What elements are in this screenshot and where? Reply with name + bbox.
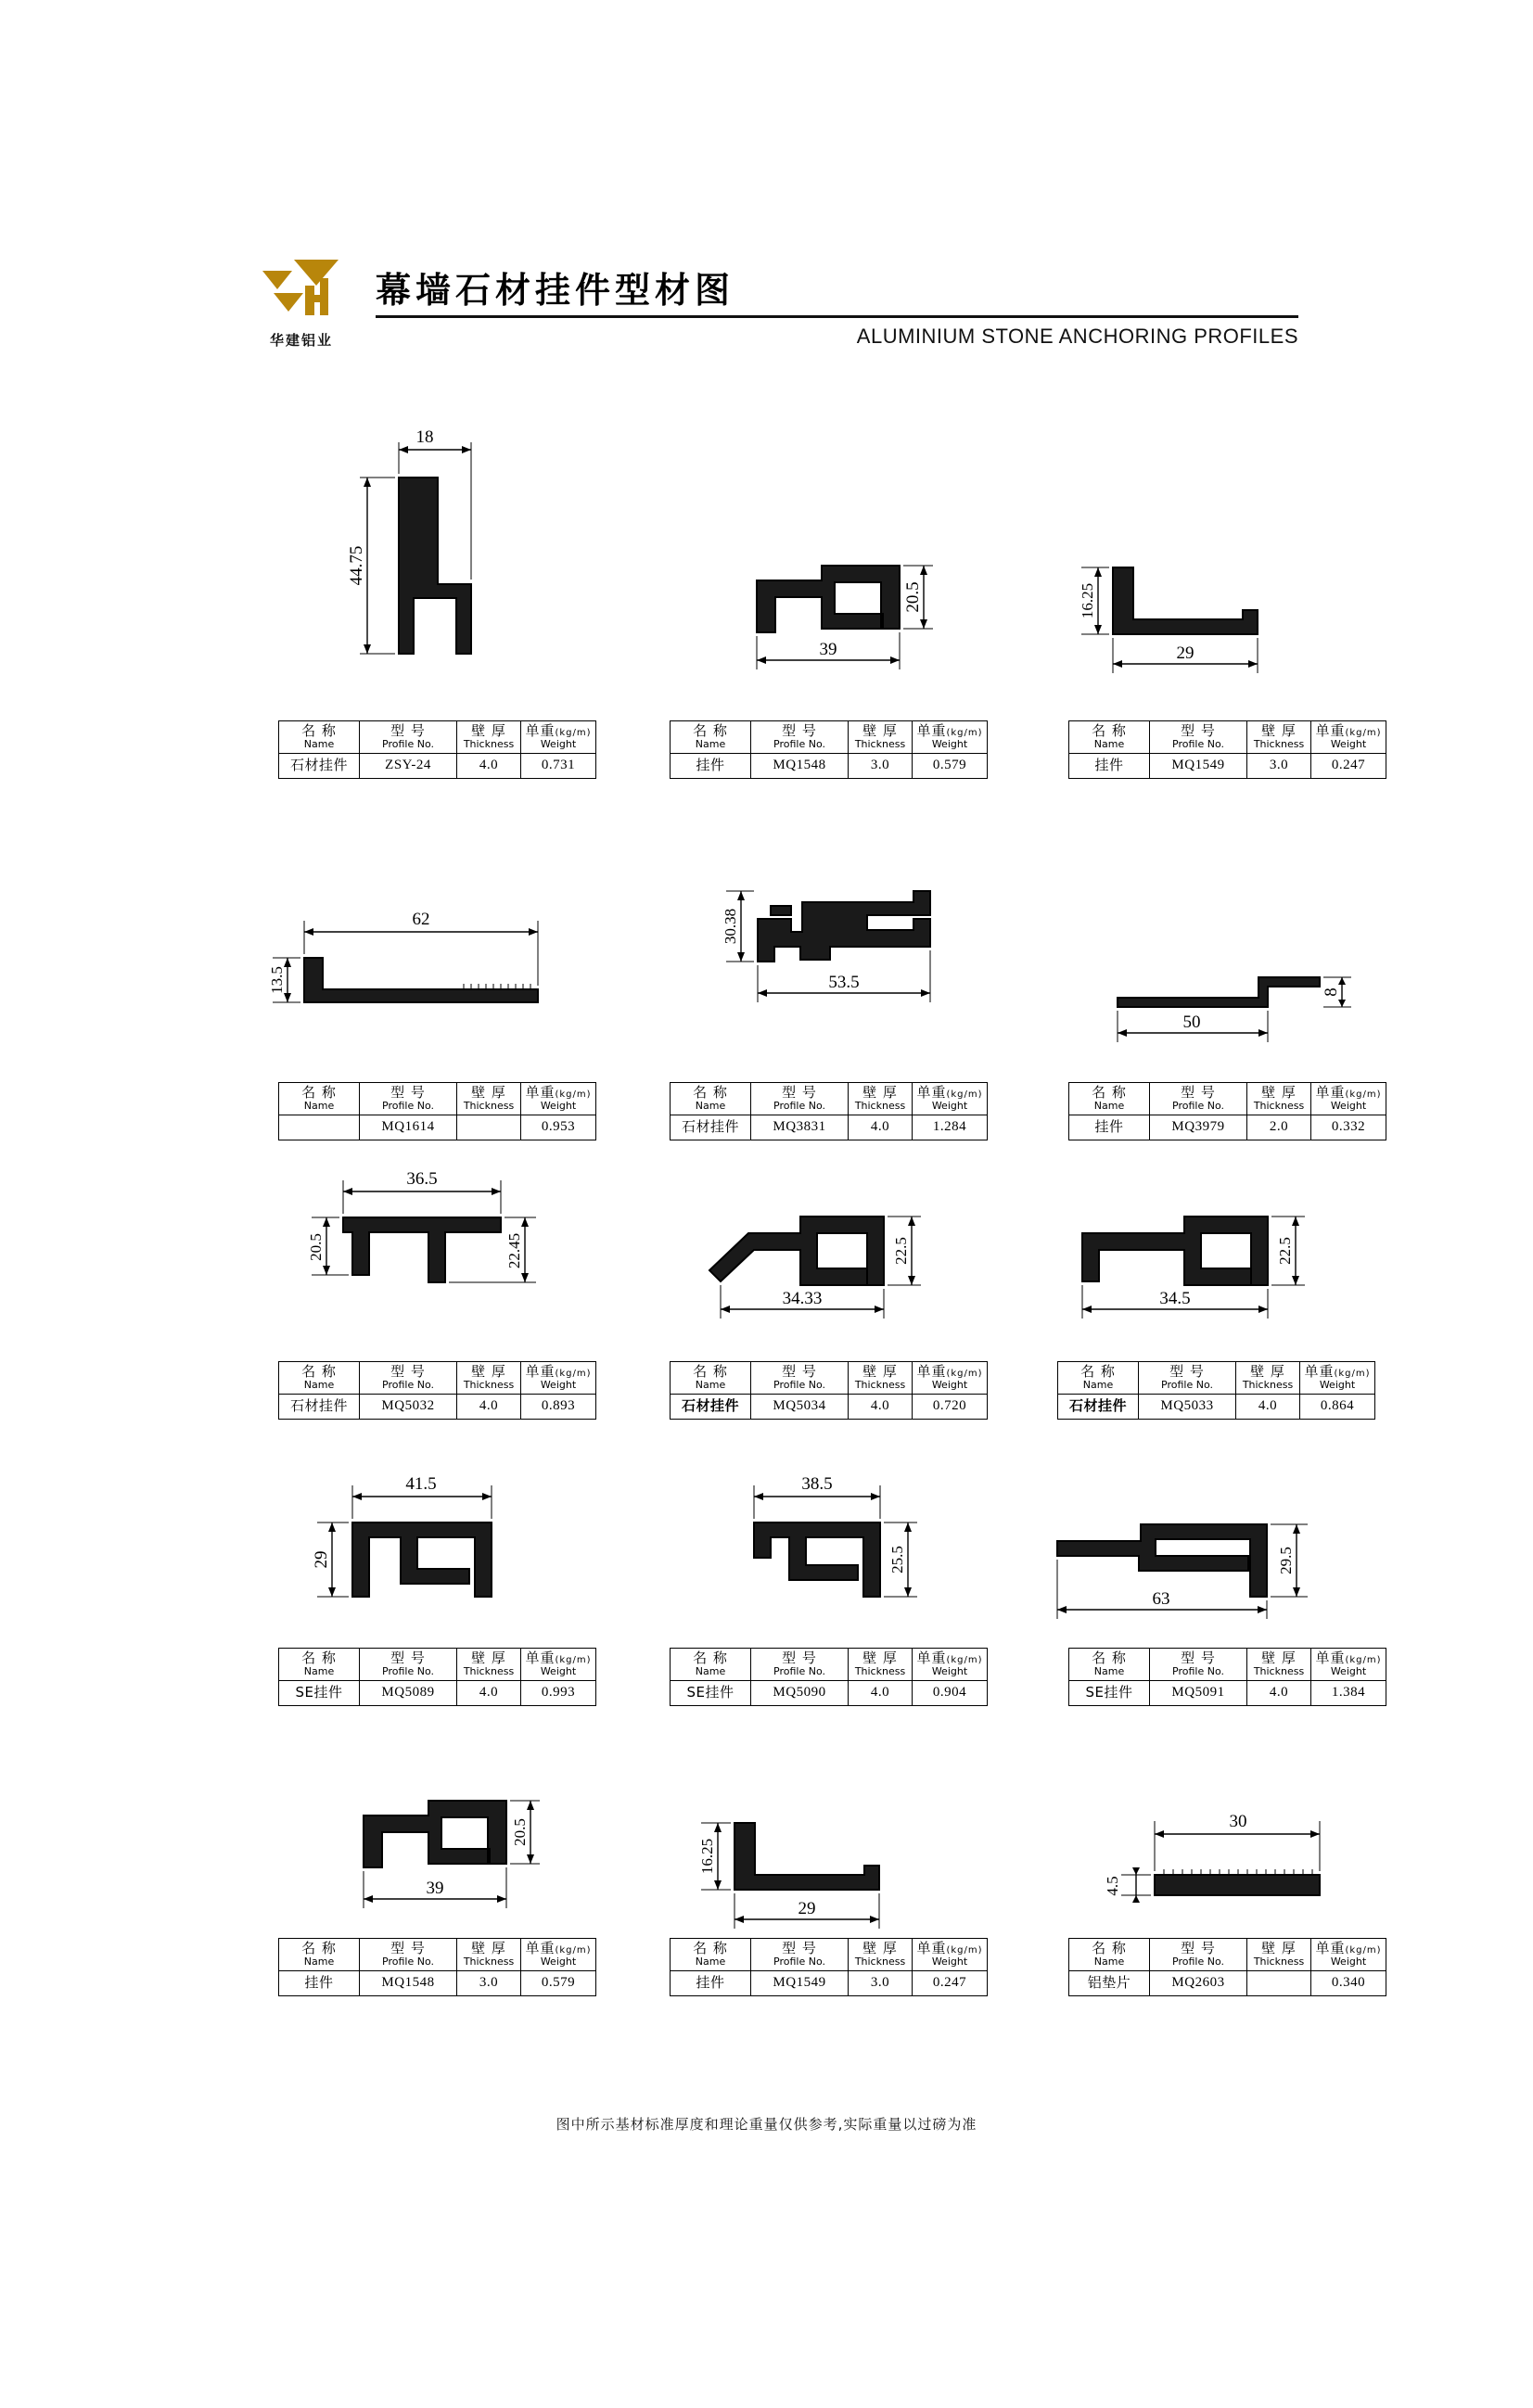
header-weight-unit: (kg/m): [1334, 1369, 1371, 1380]
header-thickness-en: Thickness: [1253, 1100, 1305, 1113]
header-profile-en: Profile No.: [382, 1100, 434, 1113]
header-weight-en: Weight: [931, 1100, 968, 1113]
header-thickness-en: Thickness: [1253, 1665, 1305, 1678]
cell-profile: MQ5034: [751, 1395, 849, 1420]
header-thickness-cn: 壁 厚: [862, 1940, 898, 1957]
cell-thickness: 3.0: [457, 1971, 521, 1996]
header-name-cn: 名 称: [1080, 1363, 1116, 1381]
table-row: [671, 1681, 988, 1706]
header-weight-cn: 单重: [525, 1084, 556, 1102]
cell-profile: MQ5089: [360, 1681, 457, 1706]
header-weight-en: Weight: [1330, 1100, 1367, 1113]
header-thickness-cn: 壁 厚: [862, 722, 898, 740]
cell-thickness: 4.0: [457, 754, 521, 779]
header-name-en: Name: [303, 738, 335, 751]
header-name-en: Name: [1093, 1956, 1125, 1968]
cell-weight: 0.332: [1311, 1115, 1386, 1140]
spec-table-r5c2: [670, 1938, 988, 1996]
header-weight-unit: (kg/m): [1345, 1655, 1382, 1666]
profile-drawing-r4c2: [682, 1465, 969, 1641]
header-weight-cn: 单重: [1315, 1940, 1346, 1957]
svg-text:20.5: 20.5: [511, 1818, 529, 1846]
header-thickness-cn: 壁 厚: [471, 722, 506, 740]
spec-table-r4c1: [278, 1648, 596, 1706]
header-weight-cn: 单重: [525, 722, 556, 740]
header-name-cn: 名 称: [693, 1940, 728, 1957]
spec-table-r3c1: [278, 1361, 596, 1420]
profile-drawing-r4c3: [1029, 1465, 1354, 1641]
header-weight-en: Weight: [931, 738, 968, 751]
header-weight-en: Weight: [540, 1665, 577, 1678]
header-name-en: Name: [303, 1379, 335, 1392]
header-name-en: Name: [1082, 1379, 1114, 1392]
svg-text:4.5: 4.5: [1104, 1876, 1121, 1896]
header-profile-en: Profile No.: [773, 1379, 825, 1392]
cell-weight: 0.993: [521, 1681, 596, 1706]
cell-name: 石材挂件: [279, 754, 360, 779]
svg-text:16.25: 16.25: [1079, 582, 1096, 619]
page-title: 幕墙石材挂件型材图: [376, 270, 735, 311]
table-row: [1069, 754, 1386, 779]
table-row: [1069, 1971, 1386, 1996]
svg-text:29: 29: [798, 1899, 816, 1918]
table-row: [279, 1681, 596, 1706]
profile-drawing-r1c1: [306, 422, 584, 691]
header-weight-en: Weight: [1319, 1379, 1356, 1392]
spec-table-r2c2: [670, 1082, 988, 1140]
page-header: [246, 258, 1298, 378]
header-weight-unit: (kg/m): [1345, 728, 1382, 739]
cell-thickness: 4.0: [849, 1395, 913, 1420]
profile-drawing-r3c1: [269, 1164, 584, 1331]
svg-text:39: 39: [819, 640, 837, 659]
header-thickness-cn: 壁 厚: [1250, 1363, 1285, 1381]
header-thickness-cn: 壁 厚: [1261, 1940, 1297, 1957]
header-name-en: Name: [1093, 1665, 1125, 1678]
cell-weight: 0.904: [913, 1681, 988, 1706]
header-profile-cn: 型 号: [1181, 722, 1216, 740]
header-profile-en: Profile No.: [1172, 738, 1224, 751]
header-name-cn: 名 称: [693, 1650, 728, 1667]
title-divider: [376, 315, 1298, 318]
spec-table-r2c1: [278, 1082, 596, 1140]
profile-drawing-r5c2: [677, 1799, 955, 1947]
cell-name: 挂件: [671, 754, 751, 779]
cell-weight: 0.864: [1300, 1395, 1375, 1420]
header-profile-en: Profile No.: [773, 738, 825, 751]
company-name-label: 华建铝业: [269, 332, 333, 349]
svg-text:62: 62: [412, 910, 430, 929]
svg-text:25.5: 25.5: [888, 1546, 906, 1573]
cell-thickness: [1247, 1971, 1311, 1996]
header-name-en: Name: [695, 738, 726, 751]
header-name-cn: 名 称: [301, 1650, 337, 1667]
profile-drawing-r3c2: [682, 1178, 969, 1335]
cell-name: 石材挂件: [671, 1395, 751, 1420]
header-weight-cn: 单重: [525, 1940, 556, 1957]
cell-thickness: 4.0: [849, 1115, 913, 1140]
table-row: [279, 1115, 596, 1140]
header-thickness-cn: 壁 厚: [862, 1363, 898, 1381]
cell-weight: 0.720: [913, 1395, 988, 1420]
cell-weight: 1.384: [1311, 1681, 1386, 1706]
spec-table-r1c1: [278, 720, 596, 779]
header-weight-unit: (kg/m): [555, 1369, 592, 1380]
header-name-en: Name: [695, 1100, 726, 1113]
svg-text:39: 39: [426, 1879, 444, 1898]
header-thickness-en: Thickness: [1253, 1956, 1305, 1968]
cell-name: 挂件: [1069, 1115, 1150, 1140]
header-name-cn: 名 称: [1092, 722, 1127, 740]
svg-text:53.5: 53.5: [828, 973, 860, 992]
header-name-en: Name: [695, 1956, 726, 1968]
profile-drawing-r2c3: [1090, 946, 1359, 1057]
spec-table-r4c3: [1068, 1648, 1386, 1706]
header-weight-unit: (kg/m): [1345, 1089, 1382, 1101]
cell-thickness: 2.0: [1247, 1115, 1311, 1140]
table-row: [1069, 1115, 1386, 1140]
cell-name: 铝垫片: [1069, 1971, 1150, 1996]
cell-thickness: 4.0: [457, 1681, 521, 1706]
header-weight-cn: 单重: [916, 1363, 947, 1381]
svg-text:29: 29: [312, 1550, 331, 1569]
cell-thickness: 4.0: [1236, 1395, 1300, 1420]
profile-drawing-r1c2: [686, 529, 965, 695]
header-thickness-en: Thickness: [463, 1379, 515, 1392]
header-weight-unit: (kg/m): [946, 728, 983, 739]
header-profile-cn: 型 号: [390, 1084, 426, 1102]
cell-weight: 0.893: [521, 1395, 596, 1420]
svg-text:44.75: 44.75: [347, 545, 366, 586]
cell-thickness: 4.0: [457, 1395, 521, 1420]
cell-name: SE挂件: [671, 1681, 751, 1706]
cell-thickness: 3.0: [1247, 754, 1311, 779]
cell-profile: MQ5090: [751, 1681, 849, 1706]
header-thickness-en: Thickness: [854, 1665, 906, 1678]
header-name-en: Name: [1093, 1100, 1125, 1113]
header-weight-cn: 单重: [916, 722, 947, 740]
svg-text:29: 29: [1176, 643, 1194, 663]
header-name-en: Name: [695, 1379, 726, 1392]
header-thickness-en: Thickness: [463, 1100, 515, 1113]
table-row: [671, 1115, 988, 1140]
table-row: [1058, 1395, 1375, 1420]
header-weight-en: Weight: [931, 1379, 968, 1392]
header-thickness-cn: 壁 厚: [471, 1084, 506, 1102]
header-profile-en: Profile No.: [382, 738, 434, 751]
cell-profile: MQ1549: [751, 1971, 849, 1996]
header-profile-en: Profile No.: [1172, 1665, 1224, 1678]
header-name-cn: 名 称: [1092, 1650, 1127, 1667]
header-thickness-en: Thickness: [463, 738, 515, 751]
cell-profile: MQ5032: [360, 1395, 457, 1420]
header-profile-en: Profile No.: [1161, 1379, 1213, 1392]
spec-table-r3c3: [1057, 1361, 1375, 1420]
svg-text:63: 63: [1152, 1589, 1170, 1609]
cell-weight: 0.579: [913, 754, 988, 779]
header-profile-cn: 型 号: [1181, 1940, 1216, 1957]
cell-name: 石材挂件: [1058, 1395, 1139, 1420]
header-thickness-en: Thickness: [463, 1665, 515, 1678]
svg-text:18: 18: [415, 427, 434, 447]
profile-drawing-r4c1: [269, 1465, 575, 1641]
header-profile-en: Profile No.: [382, 1665, 434, 1678]
header-profile-en: Profile No.: [1172, 1956, 1224, 1968]
header-profile-cn: 型 号: [390, 1940, 426, 1957]
header-weight-cn: 单重: [916, 1650, 947, 1667]
svg-text:16.25: 16.25: [698, 1838, 716, 1875]
svg-text:38.5: 38.5: [801, 1474, 833, 1494]
svg-text:36.5: 36.5: [406, 1169, 438, 1189]
header-name-cn: 名 称: [693, 722, 728, 740]
header-name-cn: 名 称: [1092, 1940, 1127, 1957]
header-profile-cn: 型 号: [782, 1084, 817, 1102]
cell-profile: MQ1549: [1150, 754, 1247, 779]
header-thickness-en: Thickness: [463, 1956, 515, 1968]
header-profile-cn: 型 号: [782, 722, 817, 740]
header-profile-cn: 型 号: [1169, 1363, 1205, 1381]
header-weight-unit: (kg/m): [946, 1089, 983, 1101]
header-profile-en: Profile No.: [773, 1956, 825, 1968]
cell-weight: 0.340: [1311, 1971, 1386, 1996]
header-weight-unit: (kg/m): [555, 1089, 592, 1101]
header-weight-cn: 单重: [525, 1650, 556, 1667]
header-profile-en: Profile No.: [773, 1665, 825, 1678]
cell-thickness: 4.0: [1247, 1681, 1311, 1706]
table-row: [279, 1971, 596, 1996]
cell-name: 挂件: [279, 1971, 360, 1996]
table-row: [671, 754, 988, 779]
svg-text:8: 8: [1322, 987, 1341, 997]
table-row: [671, 1395, 988, 1420]
cell-name: [279, 1115, 360, 1140]
header-weight-unit: (kg/m): [946, 1655, 983, 1666]
header-profile-cn: 型 号: [1181, 1084, 1216, 1102]
header-thickness-cn: 壁 厚: [471, 1363, 506, 1381]
header-thickness-cn: 壁 厚: [471, 1940, 506, 1957]
header-profile-cn: 型 号: [782, 1363, 817, 1381]
spec-table-r5c3: [1068, 1938, 1386, 1996]
svg-text:34.33: 34.33: [782, 1289, 823, 1308]
header-thickness-en: Thickness: [854, 1100, 906, 1113]
header-weight-cn: 单重: [1304, 1363, 1335, 1381]
header-weight-en: Weight: [931, 1665, 968, 1678]
cell-thickness: 3.0: [849, 1971, 913, 1996]
header-thickness-en: Thickness: [854, 1956, 906, 1968]
svg-text:20.5: 20.5: [903, 581, 923, 613]
table-row: [1069, 1681, 1386, 1706]
header-thickness-cn: 壁 厚: [1261, 1650, 1297, 1667]
header-weight-unit: (kg/m): [946, 1369, 983, 1380]
cell-profile: MQ2603: [1150, 1971, 1247, 1996]
header-weight-en: Weight: [1330, 1956, 1367, 1968]
header-thickness-en: Thickness: [854, 1379, 906, 1392]
svg-text:22.45: 22.45: [505, 1232, 523, 1269]
svg-text:29.5: 29.5: [1277, 1547, 1295, 1574]
header-thickness-cn: 壁 厚: [862, 1084, 898, 1102]
cell-thickness: [457, 1115, 521, 1140]
cell-thickness: 3.0: [849, 754, 913, 779]
svg-text:20.5: 20.5: [307, 1233, 325, 1261]
cell-name: SE挂件: [279, 1681, 360, 1706]
header-weight-unit: (kg/m): [555, 1945, 592, 1956]
header-profile-en: Profile No.: [1172, 1100, 1224, 1113]
table-row: [279, 754, 596, 779]
cell-profile: MQ1614: [360, 1115, 457, 1140]
cell-name: 挂件: [1069, 754, 1150, 779]
cell-name: 石材挂件: [279, 1395, 360, 1420]
header-thickness-cn: 壁 厚: [471, 1650, 506, 1667]
table-row: [279, 1395, 596, 1420]
header-weight-cn: 单重: [1315, 722, 1346, 740]
header-thickness-cn: 壁 厚: [1261, 722, 1297, 740]
cell-name: SE挂件: [1069, 1681, 1150, 1706]
header-name-cn: 名 称: [693, 1363, 728, 1381]
cell-profile: MQ1548: [360, 1971, 457, 1996]
header-thickness-en: Thickness: [1242, 1379, 1294, 1392]
header-name-en: Name: [303, 1665, 335, 1678]
profile-drawing-r2c2: [682, 858, 988, 1052]
header-name-cn: 名 称: [301, 1363, 337, 1381]
header-profile-cn: 型 号: [390, 722, 426, 740]
cell-profile: MQ3979: [1150, 1115, 1247, 1140]
header-weight-cn: 单重: [525, 1363, 556, 1381]
header-profile-en: Profile No.: [773, 1100, 825, 1113]
cell-profile: ZSY-24: [360, 754, 457, 779]
spec-table-r4c2: [670, 1648, 988, 1706]
svg-text:50: 50: [1182, 1013, 1201, 1032]
header-weight-unit: (kg/m): [555, 1655, 592, 1666]
spec-table-r5c1: [278, 1938, 596, 1996]
header-weight-cn: 单重: [916, 1084, 947, 1102]
svg-text:22.5: 22.5: [1276, 1237, 1294, 1265]
header-weight-en: Weight: [1330, 1665, 1367, 1678]
header-weight-en: Weight: [540, 1100, 577, 1113]
header-thickness-en: Thickness: [854, 738, 906, 751]
profile-drawing-r5c3: [1080, 1790, 1359, 1947]
header-weight-cn: 单重: [1315, 1650, 1346, 1667]
header-weight-cn: 单重: [1315, 1084, 1346, 1102]
cell-profile: MQ1548: [751, 754, 849, 779]
header-name-cn: 名 称: [693, 1084, 728, 1102]
footnote-text: 图中所示基材标准厚度和理论重量仅供参考,实际重量以过磅为准: [556, 2116, 977, 2133]
cell-profile: MQ5091: [1150, 1681, 1247, 1706]
svg-text:30: 30: [1229, 1812, 1247, 1831]
header-name-cn: 名 称: [301, 1084, 337, 1102]
header-thickness-cn: 壁 厚: [862, 1650, 898, 1667]
header-weight-en: Weight: [1330, 738, 1367, 751]
header-weight-unit: (kg/m): [1345, 1945, 1382, 1956]
cell-profile: MQ3831: [751, 1115, 849, 1140]
svg-text:41.5: 41.5: [405, 1474, 437, 1494]
header-name-cn: 名 称: [1092, 1084, 1127, 1102]
header-name-en: Name: [303, 1100, 335, 1113]
header-profile-cn: 型 号: [390, 1650, 426, 1667]
spec-table-r1c3: [1068, 720, 1386, 779]
cell-weight: 0.731: [521, 754, 596, 779]
cell-thickness: 4.0: [849, 1681, 913, 1706]
header-weight-en: Weight: [540, 1956, 577, 1968]
cell-profile: MQ5033: [1139, 1395, 1236, 1420]
svg-text:13.5: 13.5: [268, 966, 286, 994]
spec-table-r3c2: [670, 1361, 988, 1420]
cell-weight: 0.247: [1311, 754, 1386, 779]
header-profile-cn: 型 号: [782, 1940, 817, 1957]
header-profile-en: Profile No.: [382, 1956, 434, 1968]
cell-name: 挂件: [671, 1971, 751, 1996]
svg-text:22.5: 22.5: [892, 1237, 910, 1265]
profile-drawing-r3c3: [1053, 1178, 1349, 1335]
header-name-en: Name: [303, 1956, 335, 1968]
header-thickness-en: Thickness: [1253, 738, 1305, 751]
header-thickness-cn: 壁 厚: [1261, 1084, 1297, 1102]
header-profile-cn: 型 号: [782, 1650, 817, 1667]
header-name-en: Name: [1093, 738, 1125, 751]
profile-drawing-r1c3: [1067, 547, 1335, 695]
cell-weight: 1.284: [913, 1115, 988, 1140]
cell-weight: 0.953: [521, 1115, 596, 1140]
table-row: [671, 1971, 988, 1996]
header-profile-cn: 型 号: [390, 1363, 426, 1381]
profile-drawing-r5c1: [287, 1752, 584, 1938]
cell-weight: 0.247: [913, 1971, 988, 1996]
svg-text:34.5: 34.5: [1159, 1289, 1191, 1308]
cell-weight: 0.579: [521, 1971, 596, 1996]
svg-text:30.38: 30.38: [722, 908, 739, 945]
header-weight-en: Weight: [540, 1379, 577, 1392]
header-name-cn: 名 称: [301, 1940, 337, 1957]
cell-name: 石材挂件: [671, 1115, 751, 1140]
header-weight-en: Weight: [931, 1956, 968, 1968]
header-profile-cn: 型 号: [1181, 1650, 1216, 1667]
header-weight-unit: (kg/m): [946, 1945, 983, 1956]
page-subtitle: ALUMINIUM STONE ANCHORING PROFILES: [856, 325, 1298, 348]
header-weight-unit: (kg/m): [555, 728, 592, 739]
profile-drawing-r2c1: [232, 904, 603, 1043]
header-weight-en: Weight: [540, 738, 577, 751]
spec-table-r1c2: [670, 720, 988, 779]
spec-table-r2c3: [1068, 1082, 1386, 1140]
header-name-cn: 名 称: [301, 722, 337, 740]
header-weight-cn: 单重: [916, 1940, 947, 1957]
header-profile-en: Profile No.: [382, 1379, 434, 1392]
header-name-en: Name: [695, 1665, 726, 1678]
